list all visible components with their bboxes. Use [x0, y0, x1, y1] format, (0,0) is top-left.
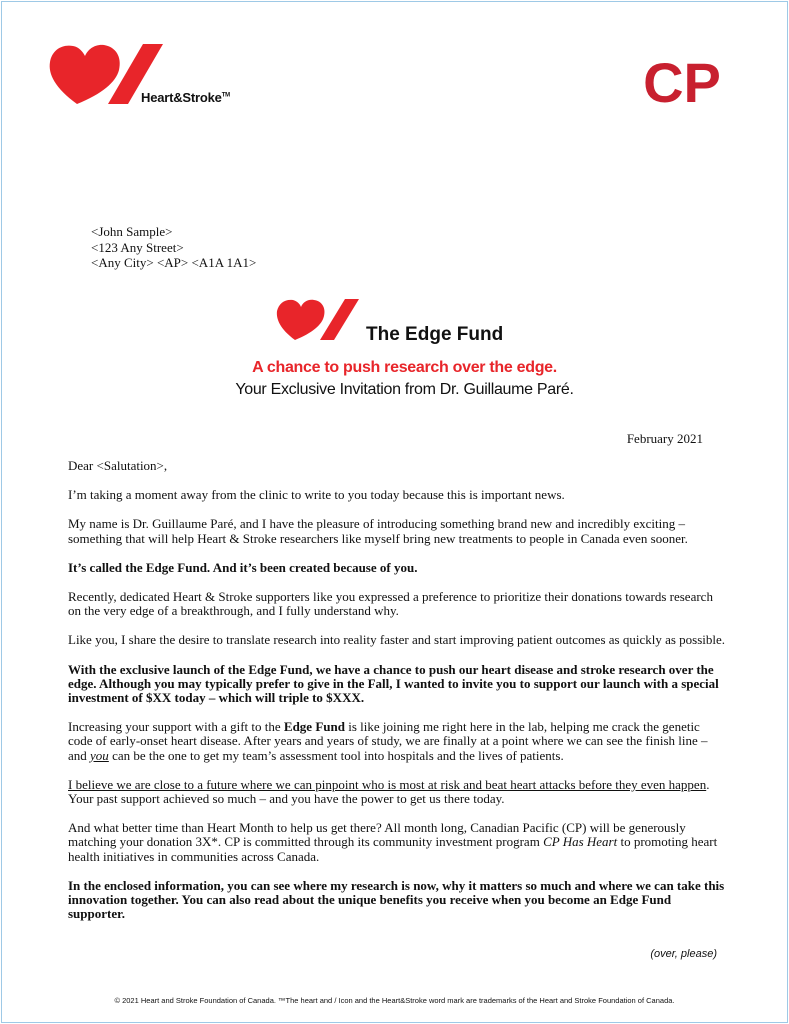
edge-fund-heart-icon [275, 296, 365, 344]
paragraph-7: Increasing your support with a gift to the Edge Fund is like joining me right here in the lab, helping me crack the genetic code of early-onset heart disease. After years and years of study, we are finally at a point where we can see the finish line – and you can be the one to get my team’s assessment tool into hospitals and the lives of patients. [68, 719, 708, 763]
cp-logo-text: CP [643, 57, 721, 107]
paragraph-10: In the enclosed information, you can see where my research is now, why it matters so much and where we can take this innovation together. You can also read about the unique benefits you receive when you become an Edge Fund supporter. [68, 877, 725, 922]
salutation: Dear <Salutation>, [68, 458, 168, 473]
paragraph-2: My name is Dr. Guillaume Paré, and I have the pleasure of introducing something brand new and incredibly exciting – something that will help Heart & Stroke researchers like myself bring new treatments to people in Canada even sooner. [68, 516, 688, 546]
letter-body [68, 459, 726, 936]
letter-date: February 2021 [626, 431, 703, 446]
copyright-footer: © 2021 Heart and Stroke Foundation of Canada. ™The heart and / Icon and the Heart&Stroke word mark are trademarks of the Heart and Stroke Foundation of Canada. [114, 996, 675, 1005]
paragraph-8: I believe we are close to a future where we can pinpoint who is most at risk and beat heart attacks before they even happen. Your past support achieved so much – and you have the power to get us there today. [68, 776, 710, 807]
address-name: <John Sample> [91, 224, 173, 239]
exclusive-invitation: Your Exclusive Invitation from Dr. Guillaume Paré. [235, 381, 574, 398]
paragraph-3: It’s called the Edge Fund. And it’s been created because of you. [68, 559, 418, 575]
edge-fund-tagline: A chance to push research over the edge. [252, 359, 557, 376]
cp-logo-icon [625, 57, 739, 107]
paragraph-4: Recently, dedicated Heart & Stroke supporters like you expressed a preference to prioritize their donations towards research on the very edge of a breakthrough, and I fully understand why. [68, 589, 713, 619]
paragraph-5: Like you, I share the desire to translate research into reality faster and start improving patient outcomes as quickly as possible. [68, 632, 726, 648]
address-street: <123 Any Street> [91, 239, 184, 255]
address-city: <Any City> <AP> <A1A 1A1> [91, 255, 257, 270]
paragraph-6: With the exclusive launch of the Edge Fund, we have a chance to push our heart disease and stroke research over the edge. Although you may typically prefer to give in the Fall, I wanted to invite you to support our launch with a special investment of $XX today – which will triple to $XXX. [68, 661, 719, 706]
paragraph-1: I’m taking a moment away from the clinic to write to you today because this is important news. [68, 487, 565, 503]
paragraph-9: And what better time than Heart Month to help us get there? All month long, Canadian Pacific (CP) will be generously matching your donation 3X*. CP is committed through its community investment program CP Has Heart to promoting heart health initiatives in communities across Canada. [68, 820, 718, 864]
over-please-note: (over, please) [650, 948, 717, 960]
edge-fund-title: The Edge Fund [366, 324, 504, 345]
heart-and-stroke-wordmark: Heart&Stroke™ [141, 90, 230, 105]
recipient-address [91, 224, 256, 271]
